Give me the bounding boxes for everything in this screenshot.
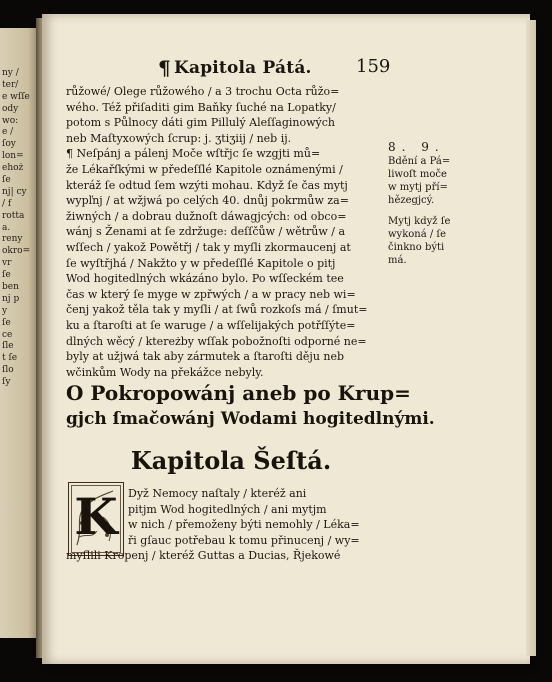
body-line: wčinkům Wody na překážce nebyly. xyxy=(66,365,264,379)
body-line: potom s Půlnocy dáti gim Pillulý Aleſſaginowých xyxy=(66,116,335,130)
body-text-block xyxy=(66,84,384,380)
chapter-paragraph-line: pitjm Wod hogitedlných / ani mytjm xyxy=(128,502,327,516)
pilcrow-mark: ¶ xyxy=(158,56,171,80)
margin-note-line: wykoná / ſe xyxy=(388,229,447,240)
left-page-line: reny xyxy=(2,234,23,245)
left-page-line: e / xyxy=(2,127,14,138)
margin-note-line: liwoſt moče xyxy=(388,169,447,180)
body-line: wypľnj / at wžjwá po celých 40. dnůj pokrmůw za= xyxy=(66,194,349,208)
chapter-paragraph-continued xyxy=(66,548,386,564)
margin-note-a xyxy=(388,155,468,207)
margin-notes xyxy=(388,140,468,267)
left-page-line: a. xyxy=(2,222,11,233)
page-edge xyxy=(526,20,536,656)
left-page-line: e wſſe xyxy=(2,91,30,102)
margin-note-line: Mytj když ſe xyxy=(388,216,451,227)
body-line: wánj s Ženami at ſe zdržuge: deſſčůw / wětrůw / a xyxy=(66,225,346,239)
body-line: ¶ Neſpánj a pálenj Moče wſtřjc ſe wzgjti mů= xyxy=(66,147,321,161)
left-page-line: ter/ xyxy=(2,79,19,90)
left-page-line: nj| cy xyxy=(2,186,27,197)
left-page-line: ſe xyxy=(2,317,11,328)
left-page-line: ben xyxy=(2,282,19,293)
body-line: čas w který ſe myge w zpřwých / a w pracy neb wi= xyxy=(66,287,356,301)
margin-note-line: hězegjcý. xyxy=(388,195,435,206)
left-page-line: ſle xyxy=(2,341,14,352)
left-page-line: ſoy xyxy=(2,139,16,150)
body-line: že Lékařſkými w předeſſlé Kapitole oznámenými / xyxy=(66,162,343,176)
margin-note-line: Bdění a Pá= xyxy=(388,156,451,167)
body-line: neb Maſtyxowých ſcrup: j. ʒtiʒiij / neb ij. xyxy=(66,131,292,145)
body-line: dlných wěcý / ktereżby wſſak pobožnoſti odporné ne= xyxy=(66,334,367,348)
running-head xyxy=(158,56,391,80)
left-page-line: / f xyxy=(2,198,12,209)
margin-note-numbers: 8. 9. xyxy=(388,140,445,154)
left-page-line: nj p xyxy=(2,293,20,304)
body-line: ſe wyſtřjhá / Nakžto y w předeſſlé Kapitole o pitj xyxy=(66,256,336,270)
left-page-fragment xyxy=(0,28,40,638)
left-page-line: ſlo xyxy=(2,365,14,376)
page-number: 159 xyxy=(356,56,391,77)
chapter-paragraph-line: Dyž Nemocy naſtaly / kteréž ani xyxy=(128,487,307,500)
chapter-running-title: Kapitola Pátá. xyxy=(174,58,312,78)
margin-note-line: činkno býti xyxy=(388,242,445,253)
decorated-initial xyxy=(68,482,124,556)
chapter-paragraph xyxy=(128,486,388,548)
chapter-paragraph-line: myſlili Kropenj / kteréž Guttas a Ducias, Řjekowé xyxy=(66,549,341,562)
section-heading xyxy=(66,380,435,432)
left-page-line: okro= xyxy=(2,246,31,257)
body-line: kteráž ſe odtud ſem wzýti mohau. Když ſe čas mytj xyxy=(66,178,348,192)
chapter-heading: Kapitola Šeſtá. xyxy=(130,446,332,475)
left-page-line: y xyxy=(2,305,8,316)
initial-letter: K xyxy=(74,487,118,546)
chapter-paragraph-line: w nich / přemoženy býti nemohly / Léka= xyxy=(128,518,360,532)
body-line: Wod hogitedlných wkázáno bylo. Po wſſeckém tee xyxy=(66,272,344,286)
body-line: byly at užjwá tak aby zármutek a ſtaroſti děju neb xyxy=(66,350,345,364)
section-heading-line-1: O Pokropowánj aneb po Krup= xyxy=(66,381,411,405)
body-line: ku a ſtaroſti at ſe waruge / a wſſelijakých potřſſýte= xyxy=(66,318,356,332)
left-page-line: ody xyxy=(2,103,19,114)
left-page-line: ny / xyxy=(2,68,19,78)
left-page-line: vr xyxy=(2,258,12,269)
body-line: čenj yakož těla tak y myſli / at ſwů rozkoſs má / ſmut= xyxy=(66,303,368,317)
left-page-line: ehoż xyxy=(2,163,24,174)
left-page-line: ſy xyxy=(2,377,11,388)
margin-note-b xyxy=(388,215,468,267)
chapter-paragraph-line: ři gſauc potřebau k tomu přinucenj / wy= xyxy=(128,533,360,547)
left-page-line: lon= xyxy=(2,151,24,162)
section-heading-line-2: gjch ſmačowánj Wodami hogitedlnými. xyxy=(66,409,435,429)
margin-note-line: má. xyxy=(388,255,407,266)
left-page-line: t ſe xyxy=(2,353,18,364)
left-page-line: rotta xyxy=(2,210,25,221)
body-line: žiwných / a dobrau dužnoſt dáwagjcých: od obco= xyxy=(66,209,347,223)
body-line: růžowé/ Olege růžowého / a 3 trochu Octa růžo= xyxy=(66,85,340,98)
body-line: wého. Též přiſaditi gim Baňky ſuché na Lopatky/ xyxy=(66,100,336,114)
left-page-line: ſe xyxy=(2,270,11,281)
left-page-text xyxy=(2,68,36,389)
margin-note-line: w mytj pří= xyxy=(388,182,448,193)
body-line: wſſech / yakož Powětřj / tak y myſli zkormaucenj at xyxy=(66,240,351,254)
left-page-line: ſe xyxy=(2,175,11,186)
left-page-line: ce xyxy=(2,329,13,340)
left-page-line: wo: xyxy=(2,115,19,126)
